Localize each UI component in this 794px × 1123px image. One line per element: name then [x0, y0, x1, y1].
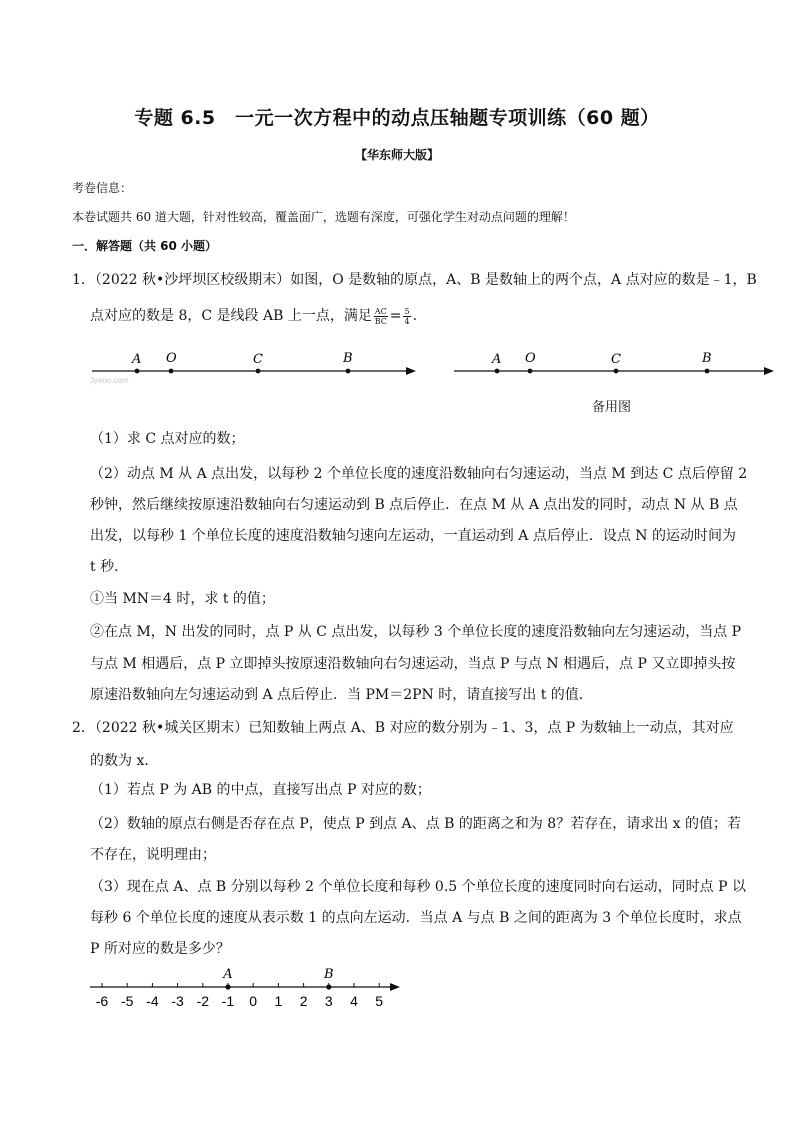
fig1-label-o: O	[166, 351, 177, 366]
q2-tick-label: -4	[146, 993, 159, 1009]
exam-info-description: 本卷试题共 60 道大题，针对性较高，覆盖面广，选题有深度，可强化学生对动点问题的理解！	[72, 210, 575, 224]
q2-point-a	[225, 984, 230, 989]
q2-tick-label: -6	[95, 993, 109, 1009]
q1-part2-line2: 秒钟，然后继续按原速沿数轴向右匀速运动到 B 点后停止．在点 M 从 A 点出发的同时，动点 N 从 B 点	[90, 497, 738, 513]
watermark: Jyeoo.com	[90, 376, 129, 385]
fig2-label-a: A	[492, 352, 502, 367]
q2-tick-label: 1	[274, 993, 283, 1009]
q1-line2-text: 点对应的数是 8，C 是线段 AB 上一点，满足	[90, 308, 372, 324]
q1-line2	[90, 306, 417, 326]
q2-line2: 的数为 x．	[90, 753, 159, 769]
q1-line1: 1．（2022 秋•沙坪坝区校级期末）如图，O 是数轴的原点，A、B 是数轴上的两个点，A 点对应的数是﹣1，B	[72, 272, 757, 288]
q2-tick-label: 2	[299, 993, 308, 1009]
q1-part1: （1）求 C 点对应的数；	[90, 431, 245, 447]
q1-spare-number-line-figure	[452, 345, 778, 385]
section-heading: 一．解答题（共 60 小题）	[72, 239, 218, 253]
frac2-denominator: 4	[404, 316, 410, 326]
fig1-label-b: B	[343, 351, 353, 366]
q2-point-label-a: A	[223, 967, 233, 982]
q1-line2-end: .	[412, 308, 418, 324]
page-title: 专题 6.5 一元一次方程中的动点压轴题专项训练（60 题）	[134, 107, 660, 129]
fig2-label-b: B	[702, 351, 712, 366]
q2-point-label-b: B	[324, 967, 334, 982]
frac-numerator: AC	[374, 306, 387, 316]
q2-part3-line1: （3）现在点 A、点 B 分别以每秒 2 个单位长度和每秒 0.5 个单位长度的速度同时向右运动，同时点 P 以	[90, 879, 746, 895]
frac-equals: =	[389, 308, 402, 324]
q1-sub1: ①当 MN＝4 时，求 t 的值；	[90, 591, 275, 607]
q2-tick-label: -2	[196, 993, 210, 1009]
q1-sub2-line1: ②在点 M，N 出发的同时，点 P 从 C 点出发，以每秒 3 个单位长度的速度沿数轴向左匀速运动，当点 P	[90, 624, 742, 640]
fig1-label-c: C	[253, 352, 263, 367]
q2-part3-line2: 每秒 6 个单位长度的速度从表示数 1 的点向左运动．当点 A 与点 B 之间的距离为 3 个单位长度时，求点	[90, 910, 742, 926]
q2-line1: 2．（2022 秋•城关区期末）已知数轴上两点 A、B 对应的数分别为﹣1、3，点 P 为数轴上一动点，其对应	[72, 720, 734, 736]
q1-sub2-line2: 与点 M 相遇后，点 P 立即掉头按原速沿数轴向右匀速运动，当点 P 与点 N 相遇后，点 P 又立即掉头按	[90, 656, 736, 672]
q2-part3-line3: P 所对应的数是多少？	[90, 941, 230, 957]
frac2-numerator: 5	[404, 306, 410, 316]
q2-axis-arrow	[390, 983, 400, 991]
q2-part2-line1: （2）数轴的原点右侧是否存在点 P，使点 P 到点 A、点 B 的距离之和为 8？若存在，请求出 x 的值；若	[90, 816, 741, 832]
q1-part2-line3: 出发，以每秒 1 个单位长度的速度沿数轴匀速向左运动，一直运动到 A 点后停止．设点 N 的运动时间为	[90, 528, 736, 544]
ratio-fraction	[374, 307, 388, 326]
q2-tick-label: 0	[249, 993, 258, 1009]
q1-part2-line4: t 秒．	[90, 559, 129, 575]
value-fraction	[403, 307, 410, 326]
q2-part2-line2: 不存在，说明理由；	[90, 847, 216, 863]
frac-denominator: BC	[374, 316, 387, 326]
spare-figure-caption: 备用图	[592, 400, 632, 415]
q2-part1: （1）若点 P 为 AB 的中点，直接写出点 P 对应的数；	[90, 782, 431, 798]
q2-tick-label: 5	[375, 993, 384, 1009]
q2-tick-label: 4	[350, 993, 358, 1009]
q2-tick-label: 3	[324, 993, 333, 1009]
q2-tick-label: -5	[120, 993, 134, 1009]
edition-label: 【华东师大版】	[354, 148, 439, 162]
exam-info-label: 考卷信息：	[72, 181, 133, 195]
q2-point-b	[326, 984, 331, 989]
q1-sub2-line3: 原速沿数轴向左匀速运动到 A 点后停止．当 PM＝2PN 时，请直接写出 t 的值．	[90, 687, 593, 703]
fig2-label-c: C	[611, 352, 621, 367]
q1-number-line-figure	[90, 345, 420, 385]
q2-number-line-figure	[88, 962, 408, 1012]
q2-tick-label: -1	[221, 993, 235, 1009]
q1-part2-line1: （2）动点 M 从 A 点出发，以每秒 2 个单位长度的速度沿数轴向右匀速运动，当点 M 到达 C 点后停留 2	[90, 466, 748, 482]
q2-tick-label: -3	[171, 993, 184, 1009]
fig2-label-o: O	[525, 351, 536, 366]
fig1-label-a: A	[132, 352, 142, 367]
